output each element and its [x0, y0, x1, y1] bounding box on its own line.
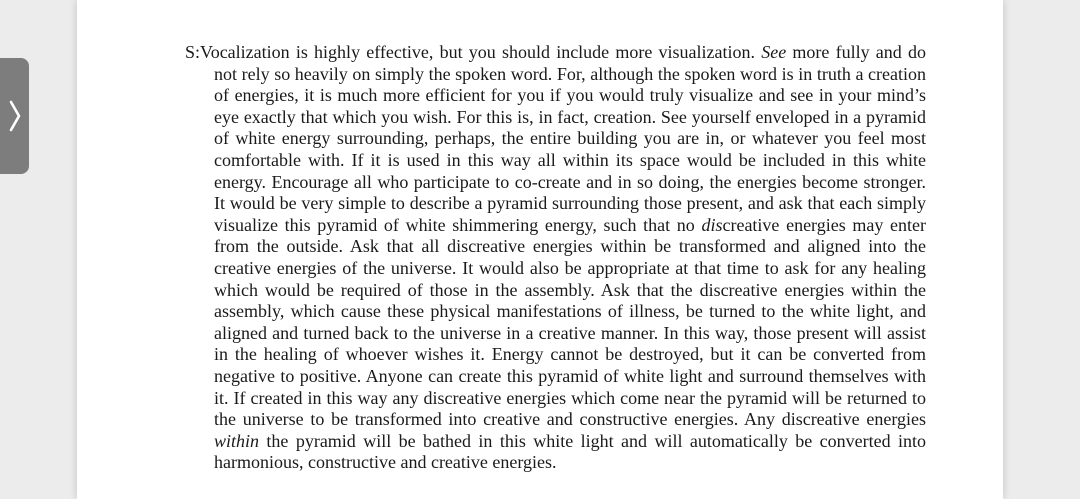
speaker-label: S:: [185, 42, 201, 62]
paragraph-text: Vocalization is highly effective, but you should include more visualization.: [200, 42, 762, 62]
document-paragraph: [185, 42, 926, 474]
document-page: [77, 0, 1003, 499]
paragraph-text: more fully and do not rely so heavily on simply the spoken word. For, although the spoken word is in truth a creation of energies, it is much more efficient for you if you would truly visualize and see in your mind’s eye exactly that which you wish. For this is, in fact, creation. See yourself enveloped in a pyramid of white energy surrounding, perhaps, the entire building you are in, or whatever you feel most comfortable with. If it is used in this way all within its space would be included in this white energy. Encourage all who participate to co-create and in so doing, the energies become stronger. It would be very simple to describe a pyramid surrounding those present, and ask that each simply visualize this pyramid of white shimmering energy, such that no: [214, 42, 926, 235]
paragraph-text: creative energies may enter from the outside. Ask that all discreative energies within be transformed and aligned into the creative energies of the universe. It would also be appropriate at that time to ask for any healing which would be required of those in the assembly. Ask that the discreative energies within the assembly, which cause these physical manifestations of illness, be turned to the white light, and aligned and turned back to the universe in a creative manner. In this way, those present will assist in the healing of whoever wishes it. Energy cannot be destroyed, but it can be converted from negative to positive. Anyone can create this pyramid of white light and surround themselves with it. If created in this way any discreative energies which come near the pyramid will be returned to the universe to be transformed into creative and constructive energies. Any discreative energies: [214, 214, 926, 430]
chevron-right-icon: [8, 99, 22, 133]
emphasis-see: See: [761, 42, 787, 62]
emphasis-dis: dis: [701, 214, 723, 235]
paragraph-text: the pyramid will be bathed in this white light and will automatically be converted into harmonious, constructive and creative energies.: [214, 430, 926, 473]
sidebar-toggle-button[interactable]: [0, 58, 29, 174]
emphasis-within: within: [214, 430, 260, 451]
